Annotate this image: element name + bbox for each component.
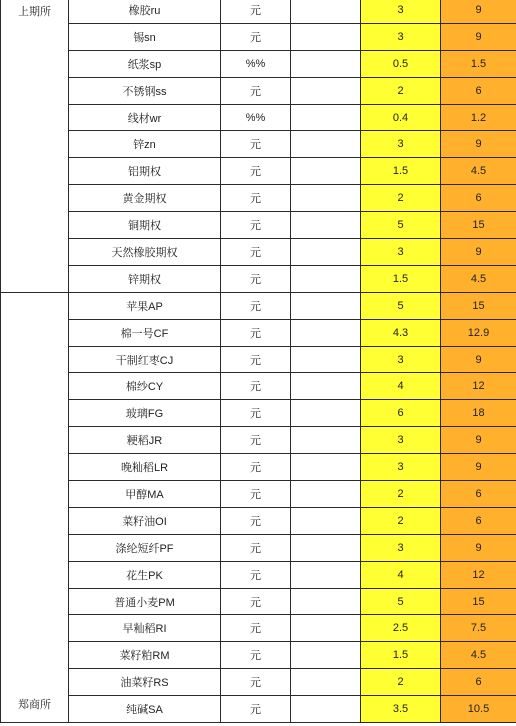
unit-cell: 元 <box>221 561 291 588</box>
fee-multiple-cell: 4.5 <box>441 158 516 185</box>
product-name-cell: 棉一号CF <box>69 319 221 346</box>
unit-cell: 元 <box>221 185 291 212</box>
fee-value-cell: 2 <box>361 669 441 696</box>
empty-cell <box>291 400 361 427</box>
product-name-cell: 菜籽油OI <box>69 507 221 534</box>
table-row <box>1 239 516 266</box>
fee-multiple-cell: 9 <box>441 131 516 158</box>
fee-value-cell: 4.3 <box>361 319 441 346</box>
product-name-cell: 甲醇MA <box>69 481 221 508</box>
fee-value-cell: 3 <box>361 534 441 561</box>
fee-value-cell: 6 <box>361 400 441 427</box>
fee-multiple-cell: 12 <box>441 561 516 588</box>
product-name-cell: 橡胶ru <box>69 0 221 23</box>
product-name-cell: 菜籽粕RM <box>69 642 221 669</box>
empty-cell <box>291 669 361 696</box>
empty-cell <box>291 292 361 319</box>
empty-cell <box>291 346 361 373</box>
unit-cell: 元 <box>221 77 291 104</box>
product-name-cell: 纯碱SA <box>69 696 221 723</box>
product-name-cell: 苹果AP <box>69 292 221 319</box>
unit-cell: 元 <box>221 0 291 23</box>
empty-cell <box>291 561 361 588</box>
unit-cell: 元 <box>221 23 291 50</box>
product-name-cell: 早籼稻RI <box>69 615 221 642</box>
product-name-cell: 线材wr <box>69 104 221 131</box>
fee-multiple-cell: 4.5 <box>441 642 516 669</box>
unit-cell: 元 <box>221 588 291 615</box>
product-name-cell: 普通小麦PM <box>69 588 221 615</box>
unit-cell: 元 <box>221 158 291 185</box>
fee-value-cell: 2 <box>361 185 441 212</box>
unit-cell: 元 <box>221 319 291 346</box>
unit-cell: 元 <box>221 292 291 319</box>
table-row <box>1 50 516 77</box>
table-row <box>1 131 516 158</box>
empty-cell <box>291 23 361 50</box>
table-row <box>1 642 516 669</box>
fee-multiple-cell: 9 <box>441 454 516 481</box>
fee-value-cell: 3 <box>361 0 441 23</box>
fee-value-cell: 5 <box>361 212 441 239</box>
fee-value-cell: 3 <box>361 427 441 454</box>
empty-cell <box>291 158 361 185</box>
fee-value-cell: 4 <box>361 561 441 588</box>
fee-value-cell: 3 <box>361 346 441 373</box>
table-row <box>1 185 516 212</box>
unit-cell: 元 <box>221 131 291 158</box>
empty-cell <box>291 212 361 239</box>
fee-multiple-cell: 6 <box>441 77 516 104</box>
product-name-cell: 干制红枣CJ <box>69 346 221 373</box>
fee-value-cell: 3 <box>361 131 441 158</box>
fee-multiple-cell: 9 <box>441 239 516 266</box>
table-row <box>1 561 516 588</box>
unit-cell: %% <box>221 50 291 77</box>
fee-multiple-cell: 9 <box>441 23 516 50</box>
fee-value-cell: 3.5 <box>361 696 441 723</box>
product-name-cell: 纸浆sp <box>69 50 221 77</box>
empty-cell <box>291 534 361 561</box>
empty-cell <box>291 642 361 669</box>
fee-multiple-cell: 9 <box>441 534 516 561</box>
unit-cell: 元 <box>221 615 291 642</box>
fee-value-cell: 2 <box>361 77 441 104</box>
table-row <box>1 104 516 131</box>
unit-cell: 元 <box>221 400 291 427</box>
fee-multiple-cell: 7.5 <box>441 615 516 642</box>
fee-multiple-cell: 12.9 <box>441 319 516 346</box>
fee-value-cell: 4 <box>361 373 441 400</box>
fee-multiple-cell: 6 <box>441 669 516 696</box>
empty-cell <box>291 0 361 23</box>
fee-multiple-cell: 9 <box>441 427 516 454</box>
table-row <box>1 292 516 319</box>
fee-value-cell: 3 <box>361 454 441 481</box>
table-row <box>1 319 516 346</box>
empty-cell <box>291 696 361 723</box>
fee-multiple-cell: 6 <box>441 507 516 534</box>
product-name-cell: 花生PK <box>69 561 221 588</box>
table-row <box>1 696 516 723</box>
fee-multiple-cell: 15 <box>441 588 516 615</box>
product-name-cell: 铝期权 <box>69 158 221 185</box>
unit-cell: 元 <box>221 534 291 561</box>
unit-cell: 元 <box>221 212 291 239</box>
fee-multiple-cell: 6 <box>441 185 516 212</box>
fee-multiple-cell: 6 <box>441 481 516 508</box>
table-row <box>1 346 516 373</box>
exchange-cell: 郑商所 <box>1 292 69 722</box>
empty-cell <box>291 265 361 292</box>
table-row <box>1 77 516 104</box>
table-row <box>1 534 516 561</box>
fee-value-cell: 0.4 <box>361 104 441 131</box>
fee-multiple-cell: 9 <box>441 0 516 23</box>
unit-cell: 元 <box>221 427 291 454</box>
product-name-cell: 晚籼稻LR <box>69 454 221 481</box>
fee-value-cell: 2 <box>361 481 441 508</box>
product-name-cell: 锌zn <box>69 131 221 158</box>
table-row <box>1 23 516 50</box>
unit-cell: 元 <box>221 642 291 669</box>
table-row <box>1 427 516 454</box>
table-row <box>1 265 516 292</box>
fee-value-cell: 0.5 <box>361 50 441 77</box>
fee-table-body <box>1 0 516 723</box>
unit-cell: 元 <box>221 454 291 481</box>
product-name-cell: 铜期权 <box>69 212 221 239</box>
empty-cell <box>291 239 361 266</box>
product-name-cell: 天然橡胶期权 <box>69 239 221 266</box>
unit-cell: 元 <box>221 265 291 292</box>
unit-cell: 元 <box>221 669 291 696</box>
empty-cell <box>291 373 361 400</box>
table-row <box>1 669 516 696</box>
fee-value-cell: 2 <box>361 507 441 534</box>
product-name-cell: 黄金期权 <box>69 185 221 212</box>
empty-cell <box>291 185 361 212</box>
fee-value-cell: 5 <box>361 588 441 615</box>
empty-cell <box>291 507 361 534</box>
empty-cell <box>291 104 361 131</box>
fee-value-cell: 1.5 <box>361 642 441 669</box>
fee-multiple-cell: 18 <box>441 400 516 427</box>
table-row <box>1 158 516 185</box>
product-name-cell: 涤纶短纤PF <box>69 534 221 561</box>
empty-cell <box>291 77 361 104</box>
unit-cell: 元 <box>221 507 291 534</box>
empty-cell <box>291 319 361 346</box>
product-name-cell: 不锈钢ss <box>69 77 221 104</box>
table-row <box>1 373 516 400</box>
product-name-cell: 玻璃FG <box>69 400 221 427</box>
product-name-cell: 棉纱CY <box>69 373 221 400</box>
product-name-cell: 锌期权 <box>69 265 221 292</box>
empty-cell <box>291 454 361 481</box>
exchange-cell: 上期所 <box>1 0 69 292</box>
fee-multiple-cell: 1.2 <box>441 104 516 131</box>
fee-multiple-cell: 1.5 <box>441 50 516 77</box>
empty-cell <box>291 131 361 158</box>
fee-value-cell: 3 <box>361 23 441 50</box>
fee-multiple-cell: 10.5 <box>441 696 516 723</box>
table-row <box>1 400 516 427</box>
table-row <box>1 454 516 481</box>
unit-cell: 元 <box>221 239 291 266</box>
unit-cell: %% <box>221 104 291 131</box>
table-row <box>1 507 516 534</box>
table-row <box>1 588 516 615</box>
empty-cell <box>291 50 361 77</box>
fee-value-cell: 1.5 <box>361 158 441 185</box>
product-name-cell: 锡sn <box>69 23 221 50</box>
fee-value-cell: 5 <box>361 292 441 319</box>
table-row <box>1 212 516 239</box>
fee-multiple-cell: 12 <box>441 373 516 400</box>
product-name-cell: 粳稻JR <box>69 427 221 454</box>
fee-value-cell: 1.5 <box>361 265 441 292</box>
unit-cell: 元 <box>221 346 291 373</box>
empty-cell <box>291 615 361 642</box>
fee-multiple-cell: 4.5 <box>441 265 516 292</box>
empty-cell <box>291 481 361 508</box>
empty-cell <box>291 427 361 454</box>
unit-cell: 元 <box>221 696 291 723</box>
fee-multiple-cell: 15 <box>441 212 516 239</box>
table-row <box>1 0 516 23</box>
fee-value-cell: 2.5 <box>361 615 441 642</box>
product-name-cell: 油菜籽RS <box>69 669 221 696</box>
table-row <box>1 481 516 508</box>
fee-multiple-cell: 15 <box>441 292 516 319</box>
unit-cell: 元 <box>221 373 291 400</box>
table-row <box>1 615 516 642</box>
empty-cell <box>291 588 361 615</box>
unit-cell: 元 <box>221 481 291 508</box>
fee-value-cell: 3 <box>361 239 441 266</box>
fee-multiple-cell: 9 <box>441 346 516 373</box>
